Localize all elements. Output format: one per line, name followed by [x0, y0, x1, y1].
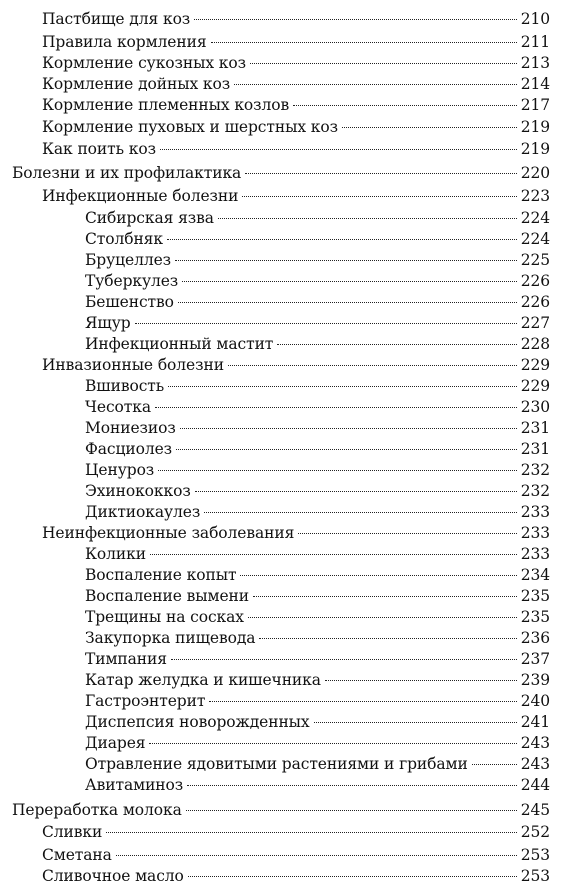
toc-entry-title: Пастбище для коз: [42, 10, 191, 28]
toc-entry-title: Колики: [85, 545, 146, 563]
toc-entry-page-number: 234: [520, 566, 550, 584]
toc-entry[interactable]: [0, 460, 550, 481]
toc-entry-page-number: 239: [520, 671, 550, 689]
dot-leader: [187, 785, 517, 786]
toc-entry-page-number: 253: [520, 846, 550, 864]
toc-entry-page-number: 211: [520, 33, 550, 51]
toc-entry-title: Неинфекционные заболевания: [42, 524, 295, 542]
dot-leader: [175, 260, 517, 261]
toc-entry-page-number: 226: [520, 272, 550, 290]
toc-entry-page-number: 237: [520, 650, 550, 668]
toc-entry[interactable]: [0, 502, 550, 523]
toc-entry-page-number: 219: [520, 140, 550, 158]
toc-entry[interactable]: [0, 139, 550, 160]
dot-leader: [195, 491, 517, 492]
toc-entry-page-number: 214: [520, 75, 550, 93]
dot-leader: [194, 19, 517, 20]
toc-entry-title: Диспепсия новорожденных: [85, 713, 310, 731]
dot-leader: [135, 323, 517, 324]
toc-entry[interactable]: [0, 733, 550, 754]
toc-entry[interactable]: [0, 754, 550, 775]
toc-entry[interactable]: [0, 544, 550, 565]
dot-leader: [149, 743, 516, 744]
toc-entry-page-number: 243: [520, 734, 550, 752]
toc-entry-title: Трещины на сосках: [85, 608, 244, 626]
toc-entry-page-number: 223: [520, 187, 550, 205]
toc-entry[interactable]: [0, 397, 550, 418]
dot-leader: [180, 428, 517, 429]
toc-entry-page-number: 233: [520, 545, 550, 563]
toc-entry-page-number: 224: [520, 209, 550, 227]
dot-leader: [158, 470, 517, 471]
toc-entry-page-number: 252: [520, 823, 550, 841]
toc-entry-title: Диарея: [85, 734, 146, 752]
toc-entry-title: Ящур: [85, 314, 131, 332]
dot-leader: [168, 386, 517, 387]
toc-entry[interactable]: [0, 355, 550, 376]
dot-leader: [250, 63, 517, 64]
toc-entry-title: Сметана: [42, 846, 112, 864]
dot-leader: [155, 407, 517, 408]
dot-leader: [204, 512, 517, 513]
toc-entry[interactable]: [0, 628, 550, 649]
toc-entry[interactable]: [0, 334, 550, 355]
toc-entry[interactable]: [0, 95, 550, 116]
toc-entry-page-number: 232: [520, 482, 550, 500]
dot-leader: [240, 575, 516, 576]
toc-entry[interactable]: [0, 271, 550, 292]
toc-entry[interactable]: [0, 250, 550, 271]
dot-leader: [228, 365, 517, 366]
toc-entry-page-number: 236: [520, 629, 550, 647]
dot-leader: [234, 84, 517, 85]
dot-leader: [209, 701, 516, 702]
toc-entry-title: Как поить коз: [42, 140, 156, 158]
toc-entry[interactable]: [0, 117, 550, 138]
toc-entry-title: Ценуроз: [85, 461, 155, 479]
toc-entry-title: Воспаление копыт: [85, 566, 237, 584]
toc-entry-title: Фасциолез: [85, 440, 172, 458]
toc-entry-page-number: 210: [520, 10, 550, 28]
dot-leader: [150, 554, 517, 555]
toc-entry[interactable]: [0, 649, 550, 670]
toc-entry-title: Эхинококкоз: [85, 482, 191, 500]
dot-leader: [176, 449, 517, 450]
toc-entry-page-number: 229: [520, 356, 550, 374]
dot-leader: [188, 876, 517, 877]
toc-entry[interactable]: [0, 481, 550, 502]
toc-entry[interactable]: [0, 53, 550, 74]
toc-entry-page-number: 229: [520, 377, 550, 395]
toc-entry-page-number: 245: [520, 801, 550, 819]
toc-entry[interactable]: [0, 32, 550, 53]
dot-leader: [106, 832, 517, 833]
toc-entry-title: Воспаление вымени: [85, 587, 250, 605]
dot-leader: [298, 533, 516, 534]
toc-entry-title: Инфекционные болезни: [42, 187, 239, 205]
toc-entry-page-number: 219: [520, 118, 550, 136]
toc-entry-title: Инфекционный мастит: [85, 335, 274, 353]
toc-entry-title: Кормление сукозных коз: [42, 54, 246, 72]
toc-entry[interactable]: [0, 208, 550, 229]
toc-entry[interactable]: [0, 586, 550, 607]
toc-entry-page-number: 253: [520, 867, 550, 885]
dot-leader: [342, 127, 517, 128]
toc-entry-page-number: 232: [520, 461, 550, 479]
toc-entry-page-number: 225: [520, 251, 550, 269]
toc-entry-title: Сибирская язва: [85, 209, 214, 227]
toc-entry-title: Переработка молока: [12, 801, 182, 819]
toc-entry[interactable]: [0, 74, 550, 95]
dot-leader: [472, 764, 517, 765]
toc-entry-page-number: 244: [520, 776, 550, 794]
toc-entry[interactable]: [0, 866, 550, 887]
toc-entry-title: Авитаминоз: [85, 776, 184, 794]
toc-entry[interactable]: [0, 845, 550, 866]
toc-entry[interactable]: [0, 712, 550, 733]
toc-entry-title: Инвазионные болезни: [42, 356, 224, 374]
dot-leader: [218, 218, 517, 219]
toc-entry-title: Диктиокаулез: [85, 503, 201, 521]
toc-entry[interactable]: [0, 418, 550, 439]
toc-entry[interactable]: [0, 439, 550, 460]
toc-entry-title: Туберкулез: [85, 272, 179, 290]
toc-entry-title: Кормление племенных козлов: [42, 96, 290, 114]
toc-entry-page-number: 243: [520, 755, 550, 773]
dot-leader: [293, 105, 517, 106]
toc-entry-title: Мониезиоз: [85, 419, 176, 437]
toc-entry-title: Столбняк: [85, 230, 163, 248]
dot-leader: [160, 149, 517, 150]
toc-entry-title: Катар желудка и кишечника: [85, 671, 321, 689]
toc-entry-page-number: 241: [520, 713, 550, 731]
toc-entry[interactable]: [0, 376, 550, 397]
dot-leader: [242, 196, 516, 197]
toc-entry-title: Сливки: [42, 823, 103, 841]
toc-entry-page-number: 213: [520, 54, 550, 72]
toc-entry-page-number: 240: [520, 692, 550, 710]
dot-leader: [211, 42, 517, 43]
toc-entry-page-number: 231: [520, 440, 550, 458]
toc-entry[interactable]: [0, 292, 550, 313]
toc-entry-title: Закупорка пищевода: [85, 629, 256, 647]
toc-entry[interactable]: [0, 313, 550, 334]
toc-entry-title: Правила кормления: [42, 33, 207, 51]
toc-entry[interactable]: [0, 565, 550, 586]
toc-entry[interactable]: [0, 229, 550, 250]
toc-entry[interactable]: [0, 691, 550, 712]
dot-leader: [167, 239, 517, 240]
dot-leader: [325, 680, 517, 681]
toc-entry-title: Кормление пуховых и шерстных коз: [42, 118, 338, 136]
dot-leader: [248, 617, 517, 618]
toc-entry-page-number: 235: [520, 608, 550, 626]
dot-leader: [245, 173, 517, 174]
toc-entry[interactable]: [0, 775, 550, 796]
toc-entry-title: Вшивость: [85, 377, 165, 395]
dot-leader: [259, 638, 516, 639]
dot-leader: [182, 281, 517, 282]
dot-leader: [314, 722, 517, 723]
toc-entry-title: Отравление ядовитыми растениями и грибами: [85, 755, 468, 773]
dot-leader: [253, 596, 517, 597]
toc-entry-page-number: 235: [520, 587, 550, 605]
toc-entry[interactable]: [0, 670, 550, 691]
toc-entry-page-number: 233: [520, 503, 550, 521]
toc-entry-title: Сливочное масло: [42, 867, 184, 885]
toc-entry[interactable]: [0, 607, 550, 628]
dot-leader: [178, 302, 517, 303]
dot-leader: [277, 344, 516, 345]
toc-entry-page-number: 231: [520, 419, 550, 437]
toc-entry-page-number: 226: [520, 293, 550, 311]
toc-entry[interactable]: [0, 523, 550, 544]
toc-entry[interactable]: [0, 800, 550, 821]
dot-leader: [186, 810, 517, 811]
toc-entry[interactable]: [0, 822, 550, 843]
toc-entry-title: Тимпания: [85, 650, 167, 668]
toc-entry-title: Кормление дойных коз: [42, 75, 231, 93]
toc-entry-title: Чесотка: [85, 398, 151, 416]
toc-entry-page-number: 227: [520, 314, 550, 332]
toc-entry-title: Болезни и их профилактика: [12, 164, 242, 182]
toc-entry[interactable]: [0, 9, 550, 30]
toc-entry-page-number: 224: [520, 230, 550, 248]
dot-leader: [171, 659, 517, 660]
dot-leader: [116, 855, 517, 856]
toc-entry-title: Бруцеллез: [85, 251, 171, 269]
toc-entry-page-number: 228: [520, 335, 550, 353]
toc-entry[interactable]: [0, 163, 550, 184]
toc-entry-page-number: 230: [520, 398, 550, 416]
toc-entry-title: Бешенство: [85, 293, 174, 311]
toc-entry-title: Гастроэнтерит: [85, 692, 206, 710]
toc-entry[interactable]: [0, 186, 550, 207]
toc-entry-page-number: 217: [520, 96, 550, 114]
toc-entry-page-number: 233: [520, 524, 550, 542]
toc-entry-page-number: 220: [520, 164, 550, 182]
